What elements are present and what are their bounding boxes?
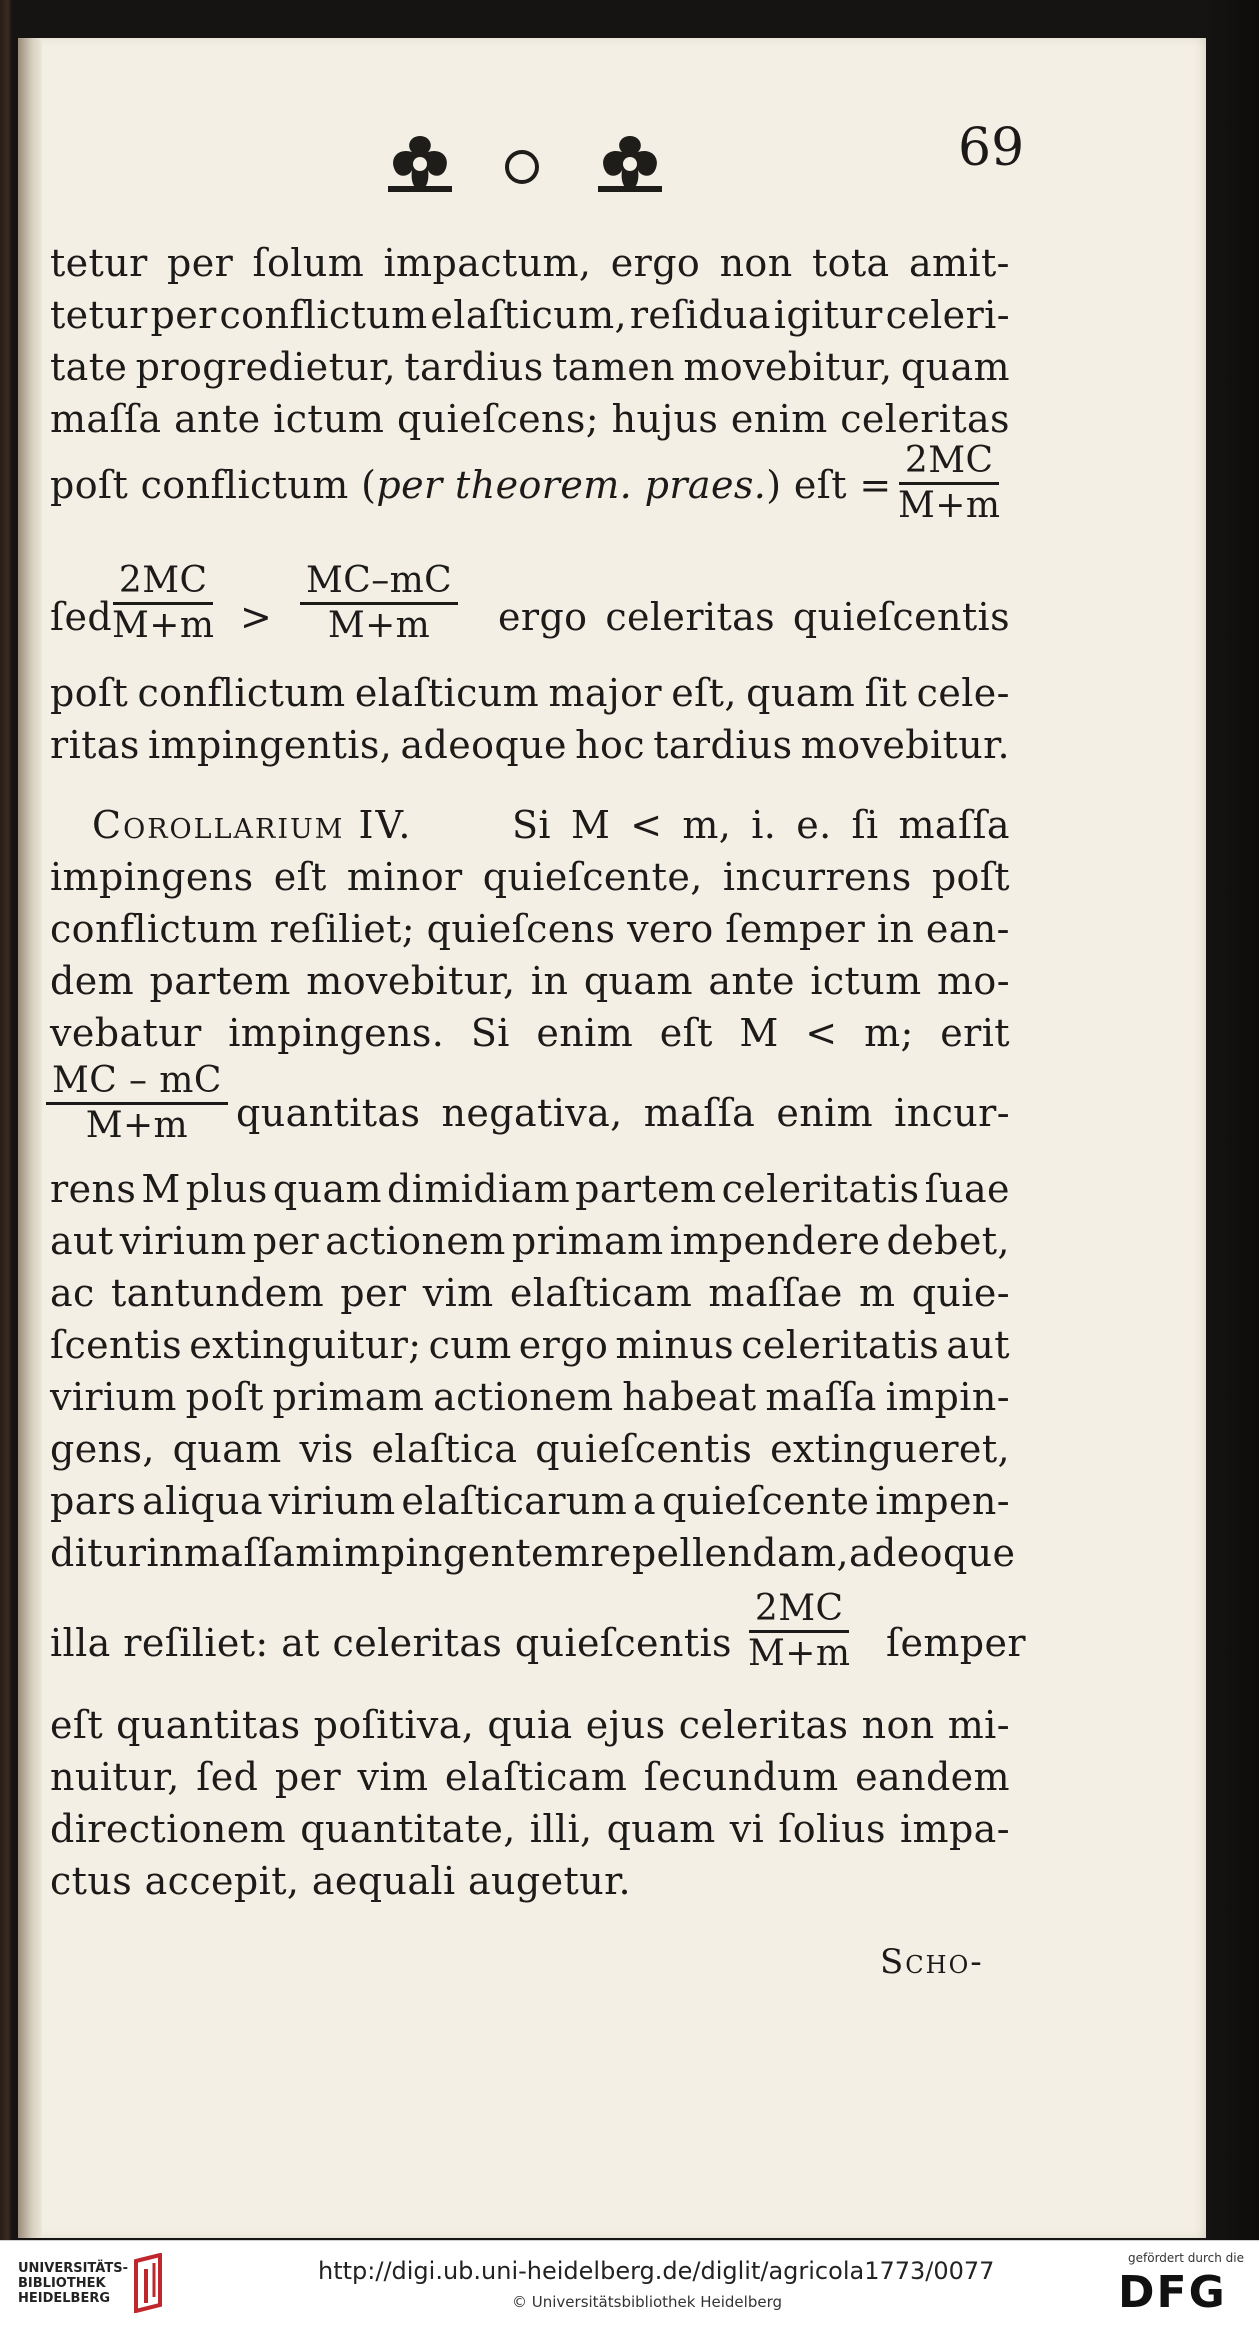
word: at: [281, 1621, 320, 1665]
word: M: [570, 803, 611, 847]
dfg-logo: DFG: [1118, 2267, 1227, 2318]
word: celeritatis: [721, 1167, 920, 1211]
logo-line: UNIVERSITÄTS-: [18, 2261, 128, 2276]
word: plus: [185, 1167, 268, 1211]
word: minor: [346, 855, 463, 899]
text-line: ctus accepit, aequali augetur.: [50, 1859, 631, 1903]
word: in: [876, 907, 915, 951]
word: vim: [422, 1271, 494, 1315]
fleuron-icon: [590, 128, 670, 198]
word: quantitas: [116, 1703, 301, 1747]
text-line: [50, 1476, 1010, 1526]
word: impingens: [50, 855, 254, 899]
word: tantundem: [110, 1271, 325, 1315]
word: vim: [357, 1755, 429, 1799]
text-line: [50, 1804, 1010, 1854]
word: adeoque: [400, 723, 567, 767]
word: Si: [512, 803, 551, 847]
word: vis: [299, 1427, 354, 1471]
copyright-text: © Universitätsbibliothek Heidelberg: [512, 2293, 783, 2311]
word: e.: [796, 803, 832, 847]
word: impingentis,: [147, 723, 393, 767]
word: ſecundum: [643, 1755, 839, 1799]
fraction: [742, 1588, 856, 1675]
text-fragment: ) eſt =: [766, 463, 892, 507]
word: quam: [900, 345, 1010, 389]
page-url-link[interactable]: http://digi.ub.uni-heidelberg.de/diglit/agricola1773/0077: [318, 2257, 995, 2285]
word: mo-: [936, 959, 1010, 1003]
word: quieſcentis: [535, 1427, 753, 1471]
word: ſolum: [252, 241, 365, 285]
word: per: [150, 293, 217, 337]
word: maſſa: [643, 1091, 756, 1135]
word: vi: [729, 1807, 765, 1851]
word: maſſae: [708, 1271, 843, 1315]
word: impa-: [899, 1807, 1010, 1851]
fleuron-icon: [380, 128, 460, 198]
word: reſiliet:: [123, 1621, 269, 1665]
word: vebatur: [50, 1011, 202, 1055]
word: primam: [272, 1375, 425, 1419]
word: maſſa: [765, 1375, 877, 1419]
word: celeri-: [885, 293, 1010, 337]
word: incur-: [894, 1091, 1010, 1135]
text-line: [50, 668, 1010, 718]
text-line-formula: [50, 460, 1010, 510]
word: per: [274, 1755, 342, 1799]
text-line: [498, 592, 1010, 642]
word: dimidiam: [387, 1167, 571, 1211]
text-line: [50, 394, 1010, 444]
page-spine-shadow: [18, 38, 42, 2238]
word: quieſcente,: [482, 855, 703, 899]
word: primam: [511, 1219, 664, 1263]
page-number: 69: [958, 118, 1025, 178]
word: cele-: [916, 671, 1010, 715]
word: illa: [50, 1621, 111, 1665]
word: movebitur.: [800, 723, 1010, 767]
word: impin-: [885, 1375, 1010, 1419]
word: aut: [946, 1323, 1010, 1367]
word: quam: [583, 959, 693, 1003]
text-line: [50, 1700, 1010, 1750]
word: conflictum: [137, 671, 346, 715]
word: extingueret,: [770, 1427, 1010, 1471]
word: eſt: [659, 1011, 713, 1055]
word: quantitas: [236, 1091, 421, 1135]
word: in: [146, 1531, 184, 1575]
word: habeat: [622, 1375, 757, 1419]
text-line: [50, 1424, 1010, 1474]
logo-line: BIBLIOTHEK: [18, 2276, 106, 2291]
word: actionem: [325, 1219, 506, 1263]
greater-than-sign: >: [240, 595, 273, 639]
word: quia: [487, 1703, 573, 1747]
word: igitur: [773, 293, 883, 337]
word: mi-: [947, 1703, 1010, 1747]
text-line: [50, 904, 1010, 954]
word: ergo: [498, 595, 588, 639]
word: hujus: [611, 397, 719, 441]
word: m,: [682, 803, 732, 847]
word: celeritas: [605, 595, 776, 639]
text-line: [50, 720, 1010, 770]
word: celeritatis: [741, 1323, 940, 1367]
word: ean-: [925, 907, 1010, 951]
word: M: [739, 1011, 779, 1055]
word: ictum: [810, 959, 922, 1003]
word: movebitur,: [683, 345, 893, 389]
text-line: [50, 1528, 1016, 1578]
word: per: [252, 1219, 320, 1263]
word: quam: [606, 1807, 716, 1851]
viewer-footer: [0, 2240, 1259, 2328]
word: poſitiva,: [313, 1703, 475, 1747]
word: hoc: [575, 723, 645, 767]
word: quantitate,: [300, 1807, 516, 1851]
word: aut: [50, 1219, 114, 1263]
word: tate: [50, 345, 128, 389]
fraction-denominator: M+m: [748, 1633, 851, 1674]
word: ſit: [864, 671, 908, 715]
text-line: [512, 800, 1010, 850]
word: ſcentis: [50, 1323, 183, 1367]
text-line: [50, 1618, 732, 1668]
word: ergo: [518, 1323, 609, 1367]
fraction-denominator: M+m: [327, 605, 431, 646]
word: non: [861, 1703, 935, 1747]
fraction: [106, 560, 220, 647]
text-fragment: poſt conflictum (: [50, 463, 377, 507]
word: poſt: [931, 855, 1010, 899]
fraction-numerator: 2MC: [749, 1588, 850, 1633]
word: M: [141, 1167, 181, 1211]
word: rens: [50, 1167, 137, 1211]
text-line: [50, 1268, 1010, 1318]
logo-line: HEIDELBERG: [18, 2291, 111, 2306]
word: major: [548, 671, 662, 715]
word: nuitur,: [50, 1755, 180, 1799]
text-fragment: ſemper: [886, 1621, 1026, 1665]
text-line: [50, 956, 1010, 1006]
word: m: [859, 1271, 896, 1315]
word: impingens.: [228, 1011, 445, 1055]
fraction-numerator: 2MC: [899, 440, 1000, 485]
word: elaſtica: [371, 1427, 518, 1471]
word: elaſticarum: [401, 1479, 628, 1523]
word: celeritas: [332, 1621, 503, 1665]
word: impingentem: [331, 1531, 591, 1575]
word: ſemper: [725, 907, 866, 951]
word: virium: [50, 1375, 177, 1419]
corollary-title: Corollarium IV.: [92, 803, 413, 847]
word: cum: [428, 1323, 512, 1367]
word: quam: [746, 671, 856, 715]
word: quam: [272, 1167, 382, 1211]
word: in: [530, 959, 569, 1003]
text-line: [50, 1372, 1010, 1422]
word: tetur: [50, 241, 148, 285]
word: maſſa: [898, 803, 1010, 847]
word: aliqua: [142, 1479, 263, 1523]
word: quieſcens: [426, 907, 616, 951]
funded-by-text: gefördert durch die: [1128, 2251, 1244, 2265]
word: per: [340, 1271, 407, 1315]
word: celeritas: [840, 397, 1010, 441]
word: enim: [776, 1091, 874, 1135]
word: vero: [627, 907, 714, 951]
word: movebitur,: [306, 959, 516, 1003]
fraction-numerator: MC–mC: [300, 560, 458, 605]
word: reſiliet;: [269, 907, 416, 951]
word: quieſcentis: [514, 1621, 732, 1665]
word: partem: [575, 1167, 717, 1211]
word: ergo: [610, 241, 701, 285]
word: debet,: [886, 1219, 1010, 1263]
word: conflictum: [219, 293, 428, 337]
fraction-denominator: M+m: [898, 485, 1001, 526]
word: ſolius: [778, 1807, 886, 1851]
word: conflictum: [50, 907, 259, 951]
library-logo-text: [18, 2261, 128, 2306]
word: non: [719, 241, 793, 285]
word: per: [167, 241, 234, 285]
word: progredietur,: [135, 345, 396, 389]
word: reſidua: [629, 293, 771, 337]
word: i.: [751, 803, 777, 847]
fraction-denominator: M+m: [112, 605, 215, 646]
text-line: [50, 1008, 1010, 1058]
word: tamen: [552, 345, 675, 389]
word: repellendam,: [590, 1531, 849, 1575]
word: extinguitur;: [189, 1323, 422, 1367]
word: partem: [149, 959, 291, 1003]
word: quie-: [911, 1271, 1010, 1315]
text-line: [50, 1216, 1010, 1266]
text-line: [50, 1164, 1010, 1214]
library-logo-icon: [130, 2253, 172, 2313]
fraction: [46, 1060, 228, 1147]
word: maſſam: [183, 1531, 332, 1575]
word: eandem: [855, 1755, 1010, 1799]
word: actionem: [433, 1375, 614, 1419]
word: incurrens: [722, 855, 912, 899]
text-line: [50, 852, 1010, 902]
word: ritas: [50, 723, 140, 767]
word: ſed: [196, 1755, 259, 1799]
word: quieſcente: [661, 1479, 870, 1523]
word: a: [633, 1479, 657, 1523]
text-line: [50, 1752, 1010, 1802]
word: virium: [119, 1219, 247, 1263]
word: ejus: [585, 1703, 666, 1747]
word: quam: [172, 1427, 282, 1471]
fraction-numerator: 2MC: [113, 560, 214, 605]
word: illi,: [529, 1807, 593, 1851]
word: poſt: [185, 1375, 264, 1419]
fraction: [300, 560, 458, 647]
word: negativa,: [441, 1091, 623, 1135]
word: erit: [940, 1011, 1010, 1055]
fraction: [892, 440, 1006, 527]
word: ſuae: [924, 1167, 1010, 1211]
text-fragment: ſed: [50, 595, 113, 639]
text-line: [236, 1088, 1010, 1138]
circle-icon: [505, 150, 539, 184]
word: impendere: [669, 1219, 881, 1263]
word: quieſcens;: [396, 397, 599, 441]
word: minus: [615, 1323, 735, 1367]
word: amit-: [908, 241, 1010, 285]
word: elaſticum,: [430, 293, 628, 337]
word: eſt,: [671, 671, 737, 715]
text-line: [50, 238, 1010, 288]
word: quieſcentis: [792, 595, 1010, 639]
word: <: [630, 803, 663, 847]
word: eſt: [50, 1703, 104, 1747]
text-line: [50, 342, 1010, 392]
word: adeoque: [849, 1531, 1016, 1575]
word: ictum: [273, 397, 385, 441]
word: elaſticum: [354, 671, 540, 715]
word: gens,: [50, 1427, 155, 1471]
text-line: [50, 1320, 1010, 1370]
word: ante: [708, 959, 795, 1003]
word: tardius: [404, 345, 544, 389]
word: poſt: [50, 671, 129, 715]
word: enim: [536, 1011, 634, 1055]
word: impactum,: [383, 241, 592, 285]
word: celeritas: [678, 1703, 849, 1747]
catchword: Scho-: [880, 1942, 984, 1982]
fraction-denominator: M+m: [85, 1105, 189, 1146]
fraction-numerator: MC – mC: [46, 1060, 228, 1105]
word: eſt: [273, 855, 327, 899]
word: <: [805, 1011, 838, 1055]
word: elaſticam: [509, 1271, 693, 1315]
word: ante: [174, 397, 261, 441]
word: ditur: [50, 1531, 147, 1575]
word: elaſticam: [444, 1755, 628, 1799]
word: impen-: [875, 1479, 1010, 1523]
word: ac: [50, 1271, 95, 1315]
word: maſſa: [50, 397, 162, 441]
word: tardius: [653, 723, 793, 767]
word: enim: [730, 397, 828, 441]
word: m;: [864, 1011, 914, 1055]
word: ſi: [851, 803, 879, 847]
text-line: [50, 290, 1010, 340]
word: tota: [811, 241, 890, 285]
word: virium: [268, 1479, 396, 1523]
word: pars: [50, 1479, 137, 1523]
word: dem: [50, 959, 135, 1003]
word: Si: [470, 1011, 510, 1055]
text-citation: per theorem. praes.: [376, 463, 767, 507]
word: directionem: [50, 1807, 287, 1851]
word: tetur: [50, 293, 148, 337]
